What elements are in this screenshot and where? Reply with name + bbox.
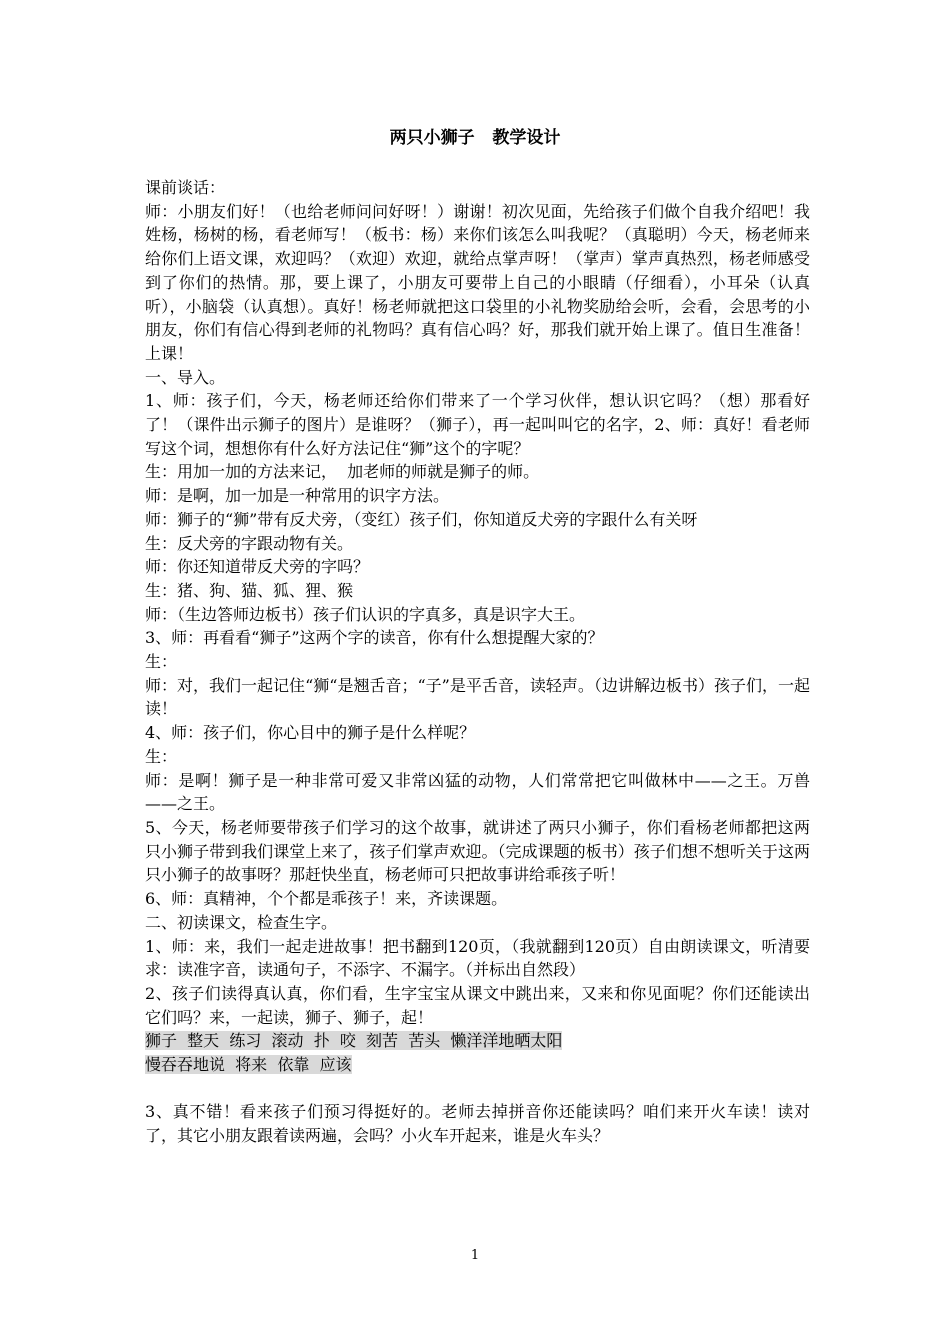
paragraph: 师：是啊！狮子是一种非常可爱又非常凶猛的动物，人们常常把它叫做林中——之王。万兽——之王。 xyxy=(145,770,810,814)
vocab-line xyxy=(145,1029,810,1053)
paragraph: 生：猪、狗、猫、狐、狸、猴 xyxy=(145,580,354,600)
paragraph: 3、真不错！看来孩子们预习得挺好的。老师去掉拼音你还能读吗？咱们来开火车读！读对了，其它小朋友跟着读两遍，会吗？小火车开起来，谁是火车头？ xyxy=(145,1102,810,1146)
paragraph: 5、今天，杨老师要带孩子们学习的这个故事，就讲述了两只小狮子，你们看杨老师都把这两只小狮子带到我们课堂上来了，孩子们掌声欢迎。（完成课题的板书）孩子们想不想听关于这两只小狮子的故事呀？那赶快坐直，杨老师可只把故事讲给乖孩子听！ xyxy=(145,817,810,885)
paragraph: 1、师：来，我们一起走进故事！把书翻到120页，（我就翻到120页）自由朗读课文，听清要求：读准字音，读通句子，不添字、不漏字。（并标出自然段） xyxy=(145,936,810,980)
vocab-words: 慢吞吞地说 将来 依靠 应该 xyxy=(145,1055,352,1075)
paragraph: 生：反犬旁的字跟动物有关。 xyxy=(145,533,354,553)
paragraph: 3、师：再看看“狮子”这两个字的读音，你有什么想提醒大家的？ xyxy=(145,628,604,648)
document-body xyxy=(145,176,810,1148)
paragraph: 生： xyxy=(145,652,178,672)
paragraph: 4、师：孩子们，你心目中的狮子是什么样呢？ xyxy=(145,723,476,743)
paragraph: 师：（生边答师边板书）孩子们认识的字真多，真是识字大王。 xyxy=(145,604,586,624)
paragraph: 师：对，我们一起记住“狮“是翘舌音；“子”是平舌音，读轻声。（边讲解边板书）孩子们，一起读！ xyxy=(145,675,810,719)
paragraph: 生：用加一加的方法来记， 加老师的师就是狮子的师。 xyxy=(145,462,540,482)
paragraph: 二、初读课文，检查生字。 xyxy=(145,912,338,932)
paragraph: 师：小朋友们好！（也给老师问问好呀！）谢谢！初次见面，先给孩子们做个自我介绍吧！我姓杨，杨树的杨，看老师写！（板书：杨）来你们该怎么叫我呢？（真聪明）今天，杨老师来给你们上语文课，欢迎吗？（欢迎）欢迎，就给点掌声呀！（掌声）掌声真热烈，杨老师感受到了你们的热情。那，要上课了，小朋友可要带上自己的小眼睛（仔细看），小耳朵（认真听），小脑袋（认真想）。真好！杨老师就把这口袋里的小礼物奖励给会听，会看，会思考的小朋友，你们有信心得到老师的礼物吗？真有信心吗？好，那我们就开始上课了。值日生准备！上课！ xyxy=(145,201,810,363)
paragraph: 1、师：孩子们，今天，杨老师还给你们带来了一个学习伙伴，想认识它吗？（想）那看好了！（课件出示狮子的图片）是谁呀？（狮子），再一起叫叫它的名字，2、师：真好！看老师写这个词，想想你有什么好方法记住“狮”这个的字呢？ xyxy=(145,391,810,458)
paragraph: 一、导入。 xyxy=(145,367,226,387)
paragraph: 师：你还知道带反犬旁的字吗？ xyxy=(145,557,370,577)
paragraph: 课前谈话： xyxy=(145,178,226,197)
paragraph: 师：狮子的“狮”带有反犬旁，（变红）孩子们，你知道反犬旁的字跟什么有关呀 xyxy=(145,509,698,529)
paragraph: 2、孩子们读得真认真，你们看，生字宝宝从课文中跳出来，又来和你见面呢？你们还能读出它们吗？来，一起读，狮子、狮子，起！ xyxy=(145,983,810,1027)
paragraph: 6、师：真精神，个个都是乖孩子！来，齐读课题。 xyxy=(145,889,508,909)
paragraph: 师：是啊，加一加是一种常用的识字方法。 xyxy=(145,486,450,506)
vocab-line xyxy=(145,1053,810,1077)
paragraph: 生： xyxy=(145,746,178,766)
page-title: 两只小狮子 教学设计 xyxy=(389,128,561,148)
page-number: 1 xyxy=(470,1248,480,1263)
vocab-words: 狮子 整天 练习 滚动 扑 咬 刻苦 苦头 懒洋洋地晒太阳 xyxy=(145,1031,563,1051)
blank-line xyxy=(145,1077,810,1101)
